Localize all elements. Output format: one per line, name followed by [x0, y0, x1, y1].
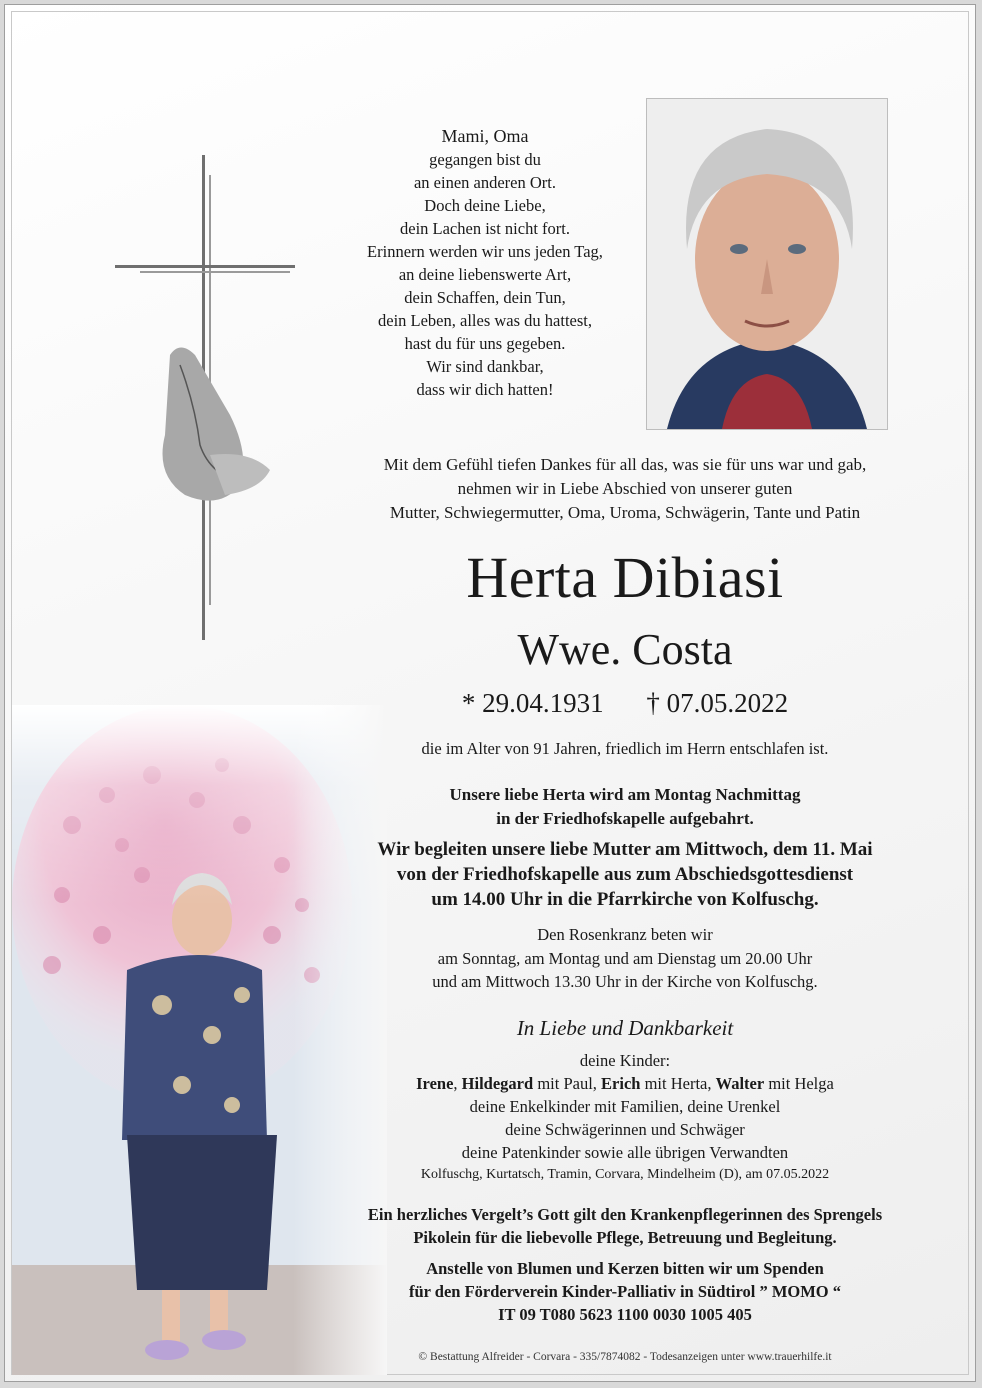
poem-line: gegangen bist du	[429, 150, 541, 169]
rosary-line: Den Rosenkranz beten wir	[537, 925, 713, 944]
child-name: Erich	[601, 1074, 641, 1093]
poem-line: Mami, Oma	[441, 126, 529, 146]
donation-iban: IT 09 T080 5623 1100 0030 1005 405	[498, 1305, 752, 1324]
poem-line: dass wir dich hatten!	[416, 380, 554, 399]
age-text: die im Alter von 91 Jahren, friedlich im Herrn entschlafen ist.	[421, 739, 829, 758]
partner: mit Herta,	[640, 1074, 716, 1093]
footer-credit: © Bestattung Alfreider - Corvara - 335/7874082 - Todesanzeigen unter www.trauerhilfe.it	[418, 1351, 832, 1363]
lying-line: Unsere liebe Herta wird am Montag Nachmittag	[449, 785, 801, 804]
lying-in-state	[305, 783, 945, 831]
life-dates	[335, 685, 915, 721]
poem-line: hast du für uns gegeben.	[404, 334, 566, 353]
deceased-name: Herta Dibiasi	[466, 545, 784, 610]
mourners-list	[305, 1049, 945, 1164]
widow-of: Wwe. Costa	[517, 625, 733, 674]
mourners-line: deine Patenkinder sowie alle übrigen Verwandten	[461, 1143, 789, 1162]
portrait-photo	[646, 98, 888, 430]
donation-line: Anstelle von Blumen und Kerzen bitten wir um Spenden	[426, 1259, 824, 1278]
death-date: † 07.05.2022	[646, 688, 789, 718]
intro-line: nehmen wir in Liebe Abschied von unserer guten	[457, 479, 793, 498]
child-name: Hildegard	[461, 1074, 534, 1093]
child-name: Irene	[416, 1074, 454, 1093]
child-name: Walter	[715, 1074, 765, 1093]
thanks-line: Ein herzliches Vergelt’s Gott gilt den Krankenpflegerinnen des Sprengels	[367, 1205, 883, 1224]
partner: mit Paul,	[533, 1074, 602, 1093]
poem	[335, 125, 635, 401]
poem-line: Doch deine Liebe,	[424, 196, 546, 215]
place-date: Kolfuschg, Kurtatsch, Tramin, Corvara, Mindelheim (D), am 07.05.2022	[420, 1167, 830, 1182]
funeral-info	[305, 837, 945, 912]
rosary-line: und am Mittwoch 13.30 Uhr in der Kirche von Kolfuschg.	[432, 972, 818, 991]
intro-line: Mutter, Schwiegermutter, Oma, Uroma, Schwägerin, Tante und Patin	[389, 503, 861, 522]
poem-line: dein Lachen ist nicht fort.	[400, 219, 570, 238]
poem-line: Wir sind dankbar,	[426, 357, 544, 376]
obituary-card	[4, 4, 976, 1382]
mourners-heading: In Liebe und Dankbarkeit	[516, 1016, 734, 1040]
donation-line: für den Förderverein Kinder-Palliativ in Südtirol ” MOMO “	[408, 1282, 842, 1301]
rosary-info	[305, 923, 945, 994]
children-line	[305, 1072, 945, 1095]
funeral-line: Wir begleiten unsere liebe Mutter am Mittwoch, dem 11. Mai	[377, 839, 873, 860]
poem-line: an deine liebenswerte Art,	[398, 265, 572, 284]
poem-line: dein Schaffen, dein Tun,	[404, 288, 566, 307]
separator: ,	[453, 1074, 462, 1093]
cross-with-praying-hands-icon	[110, 155, 300, 645]
birth-date: * 29.04.1931	[461, 688, 604, 718]
donation-text	[305, 1257, 945, 1326]
lying-line: in der Friedhofskapelle aufgebahrt.	[496, 809, 754, 828]
thanks-line: Pikolein für die liebevolle Pflege, Betreuung und Begleitung.	[413, 1228, 837, 1247]
poem-line: Erinnern werden wir uns jeden Tag,	[367, 242, 603, 261]
poem-line: dein Leben, alles was du hattest,	[378, 311, 592, 330]
thanks-text	[305, 1203, 945, 1249]
rosary-line: am Sonntag, am Montag und am Dienstag um 20.00 Uhr	[437, 948, 813, 968]
funeral-line: von der Friedhofskapelle aus zum Abschiedsgottesdienst	[396, 864, 854, 885]
funeral-line: um 14.00 Uhr in die Pfarrkirche von Kolfuschg.	[431, 889, 819, 910]
partner: mit Helga	[764, 1074, 834, 1093]
intro-line: Mit dem Gefühl tiefen Dankes für all das, was sie für uns war und gab,	[383, 455, 867, 474]
children-label: deine Kinder:	[579, 1051, 671, 1070]
mourners-line: deine Enkelkinder mit Familien, deine Urenkel	[469, 1097, 781, 1116]
intro-text	[305, 453, 945, 525]
poem-line: an einen anderen Ort.	[413, 173, 556, 192]
mourners-line: deine Schwägerinnen und Schwäger	[505, 1120, 745, 1139]
